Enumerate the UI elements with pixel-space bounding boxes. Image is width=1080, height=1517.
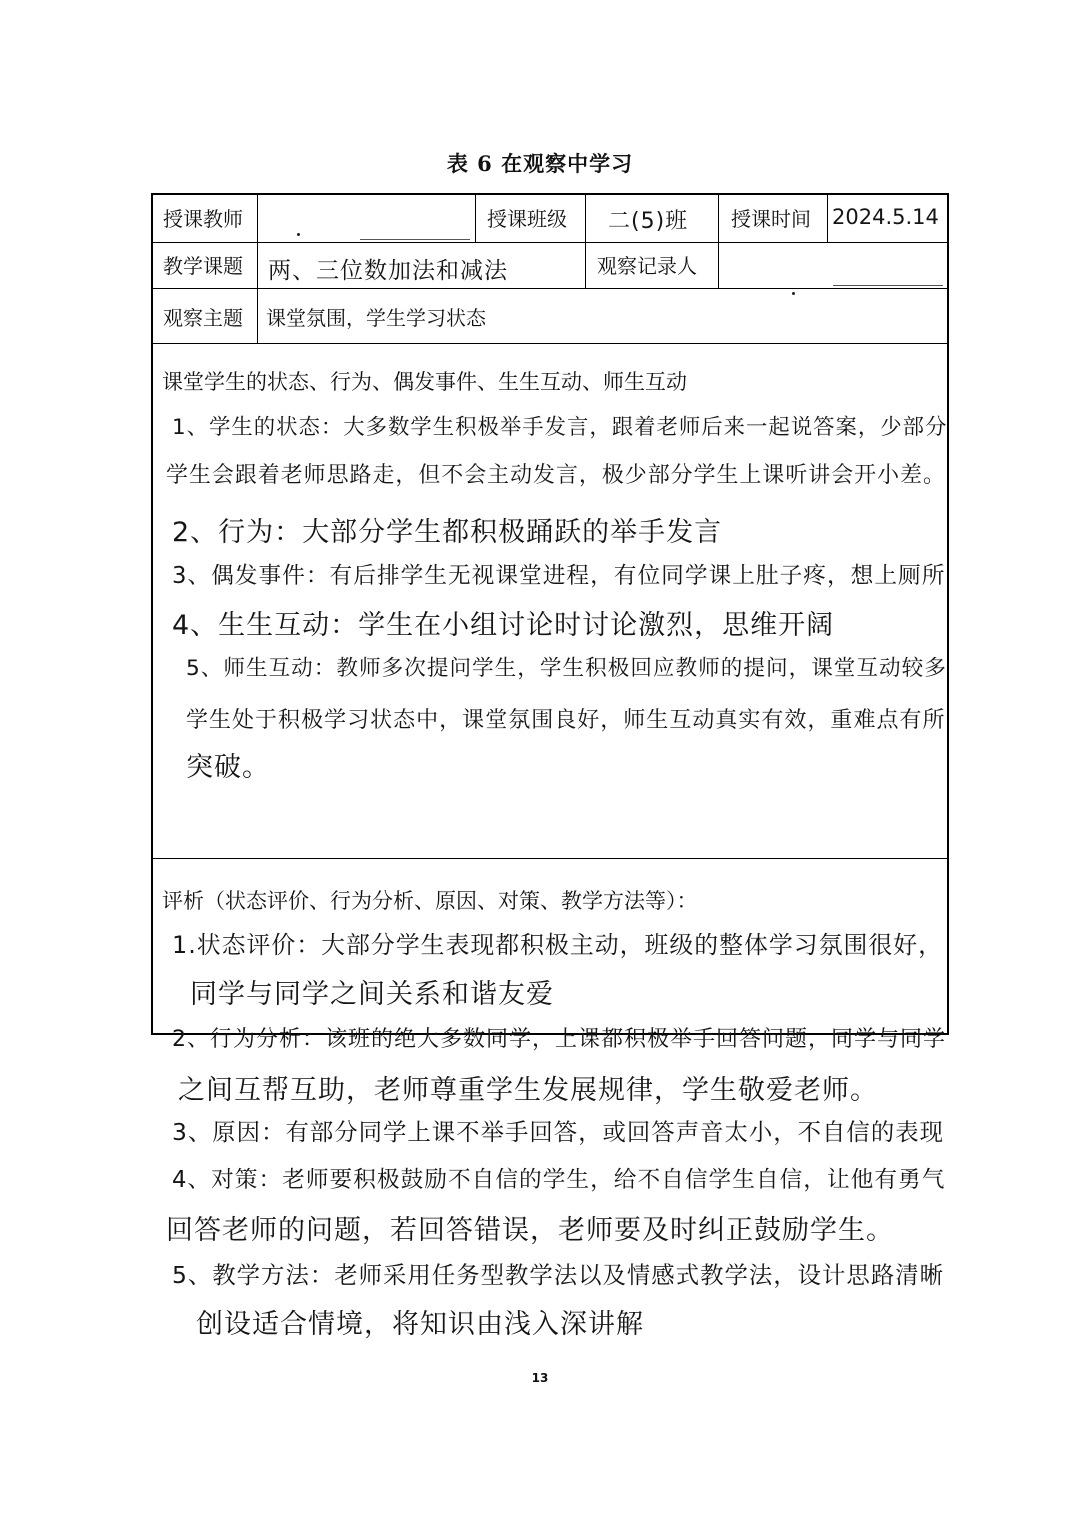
recorder-underline: [833, 285, 943, 286]
col-divider: [827, 193, 828, 242]
analysis-heading: 评析（状态评价、行为分析、原因、对策、教学方法等）：: [162, 889, 698, 913]
row-divider: [151, 858, 949, 859]
col-divider: [257, 193, 258, 343]
observation-line: 5、师生互动：教师多次提问学生，学生积极回应教师的提问，课堂互动较多: [186, 656, 947, 681]
topic-value: 两、三位数加法和减法: [268, 258, 508, 284]
row-divider: [151, 242, 949, 243]
teacher-underline: [360, 239, 470, 240]
observation-heading: 课堂学生的状态、行为、偶发事件、生生互动、师生互动: [162, 370, 687, 394]
analysis-line: 4、对策：老师要积极鼓励不自信的学生，给不自信学生自信，让他有勇气: [172, 1167, 946, 1193]
col-divider: [585, 193, 586, 288]
observation-line: 2、行为：大部分学生都积极踊跃的举手发言: [172, 517, 723, 548]
col-divider: [718, 193, 719, 288]
analysis-line: 3、原因：有部分同学上课不举手回答，或回答声音太小，不自信的表现: [172, 1118, 944, 1146]
observation-line: 4、生生互动：学生在小组讨论时讨论激烈，思维开阔: [172, 610, 835, 641]
analysis-line: 回答老师的问题，若回答错误，老师要及时纠正鼓励学生。: [166, 1215, 894, 1246]
page-number: 13: [531, 1371, 549, 1385]
row-divider: [151, 288, 949, 289]
analysis-line: 2、行为分析：该班的绝大多数同学，上课都积极举手回答问题，同学与同学: [172, 1027, 946, 1052]
teacher-label: 授课教师: [163, 207, 243, 231]
class-value: 二(5)班: [608, 209, 689, 234]
table-border-right: [947, 193, 949, 1035]
observation-line: 突破。: [186, 752, 270, 783]
class-label: 授课班级: [487, 207, 567, 231]
recorder-label: 观察记录人: [597, 254, 697, 278]
observation-line: 学生会跟着老师思路走，但不会主动发言，极少部分学生上课听讲会开小差。: [166, 463, 946, 488]
observation-line: 1、学生的状态：大多数学生积极举手发言，跟着老师后来一起说答案，少部分: [172, 415, 948, 440]
analysis-line: 创设适合情境，将知识由浅入深讲解: [196, 1309, 644, 1340]
theme-value: 课堂氛围，学生学习状态: [266, 306, 486, 330]
page-title: 表 6 在观察中学习: [446, 151, 634, 176]
row-divider: [151, 343, 949, 344]
observation-line: 学生处于积极学习状态中，课堂氛围良好，师生互动真实有效，重难点有所: [186, 708, 946, 733]
time-value: 2024.5.14: [832, 205, 939, 229]
ink-dot: [297, 233, 300, 236]
table-border-top: [151, 193, 949, 195]
analysis-line: 1.状态评价：大部分学生表现都积极主动，班级的整体学习氛围很好，: [172, 931, 944, 959]
topic-label: 教学课题: [163, 254, 243, 278]
table-border-left: [151, 193, 153, 1035]
time-label: 授课时间: [731, 207, 811, 231]
analysis-line: 同学与同学之间关系和谐友爱: [190, 979, 554, 1010]
col-divider: [475, 193, 476, 242]
ink-dot: [792, 292, 795, 295]
analysis-line: 之间互帮互助，老师尊重学生发展规律，学生敬爱老师。: [178, 1075, 878, 1106]
observation-line: 3、偶发事件：有后排学生无视课堂进程，有位同学课上肚子疼，想上厕所: [172, 563, 946, 589]
analysis-line: 5、教学方法：老师采用任务型教学法以及情感式教学法，设计思路清晰: [172, 1261, 944, 1289]
theme-label: 观察主题: [163, 306, 243, 330]
